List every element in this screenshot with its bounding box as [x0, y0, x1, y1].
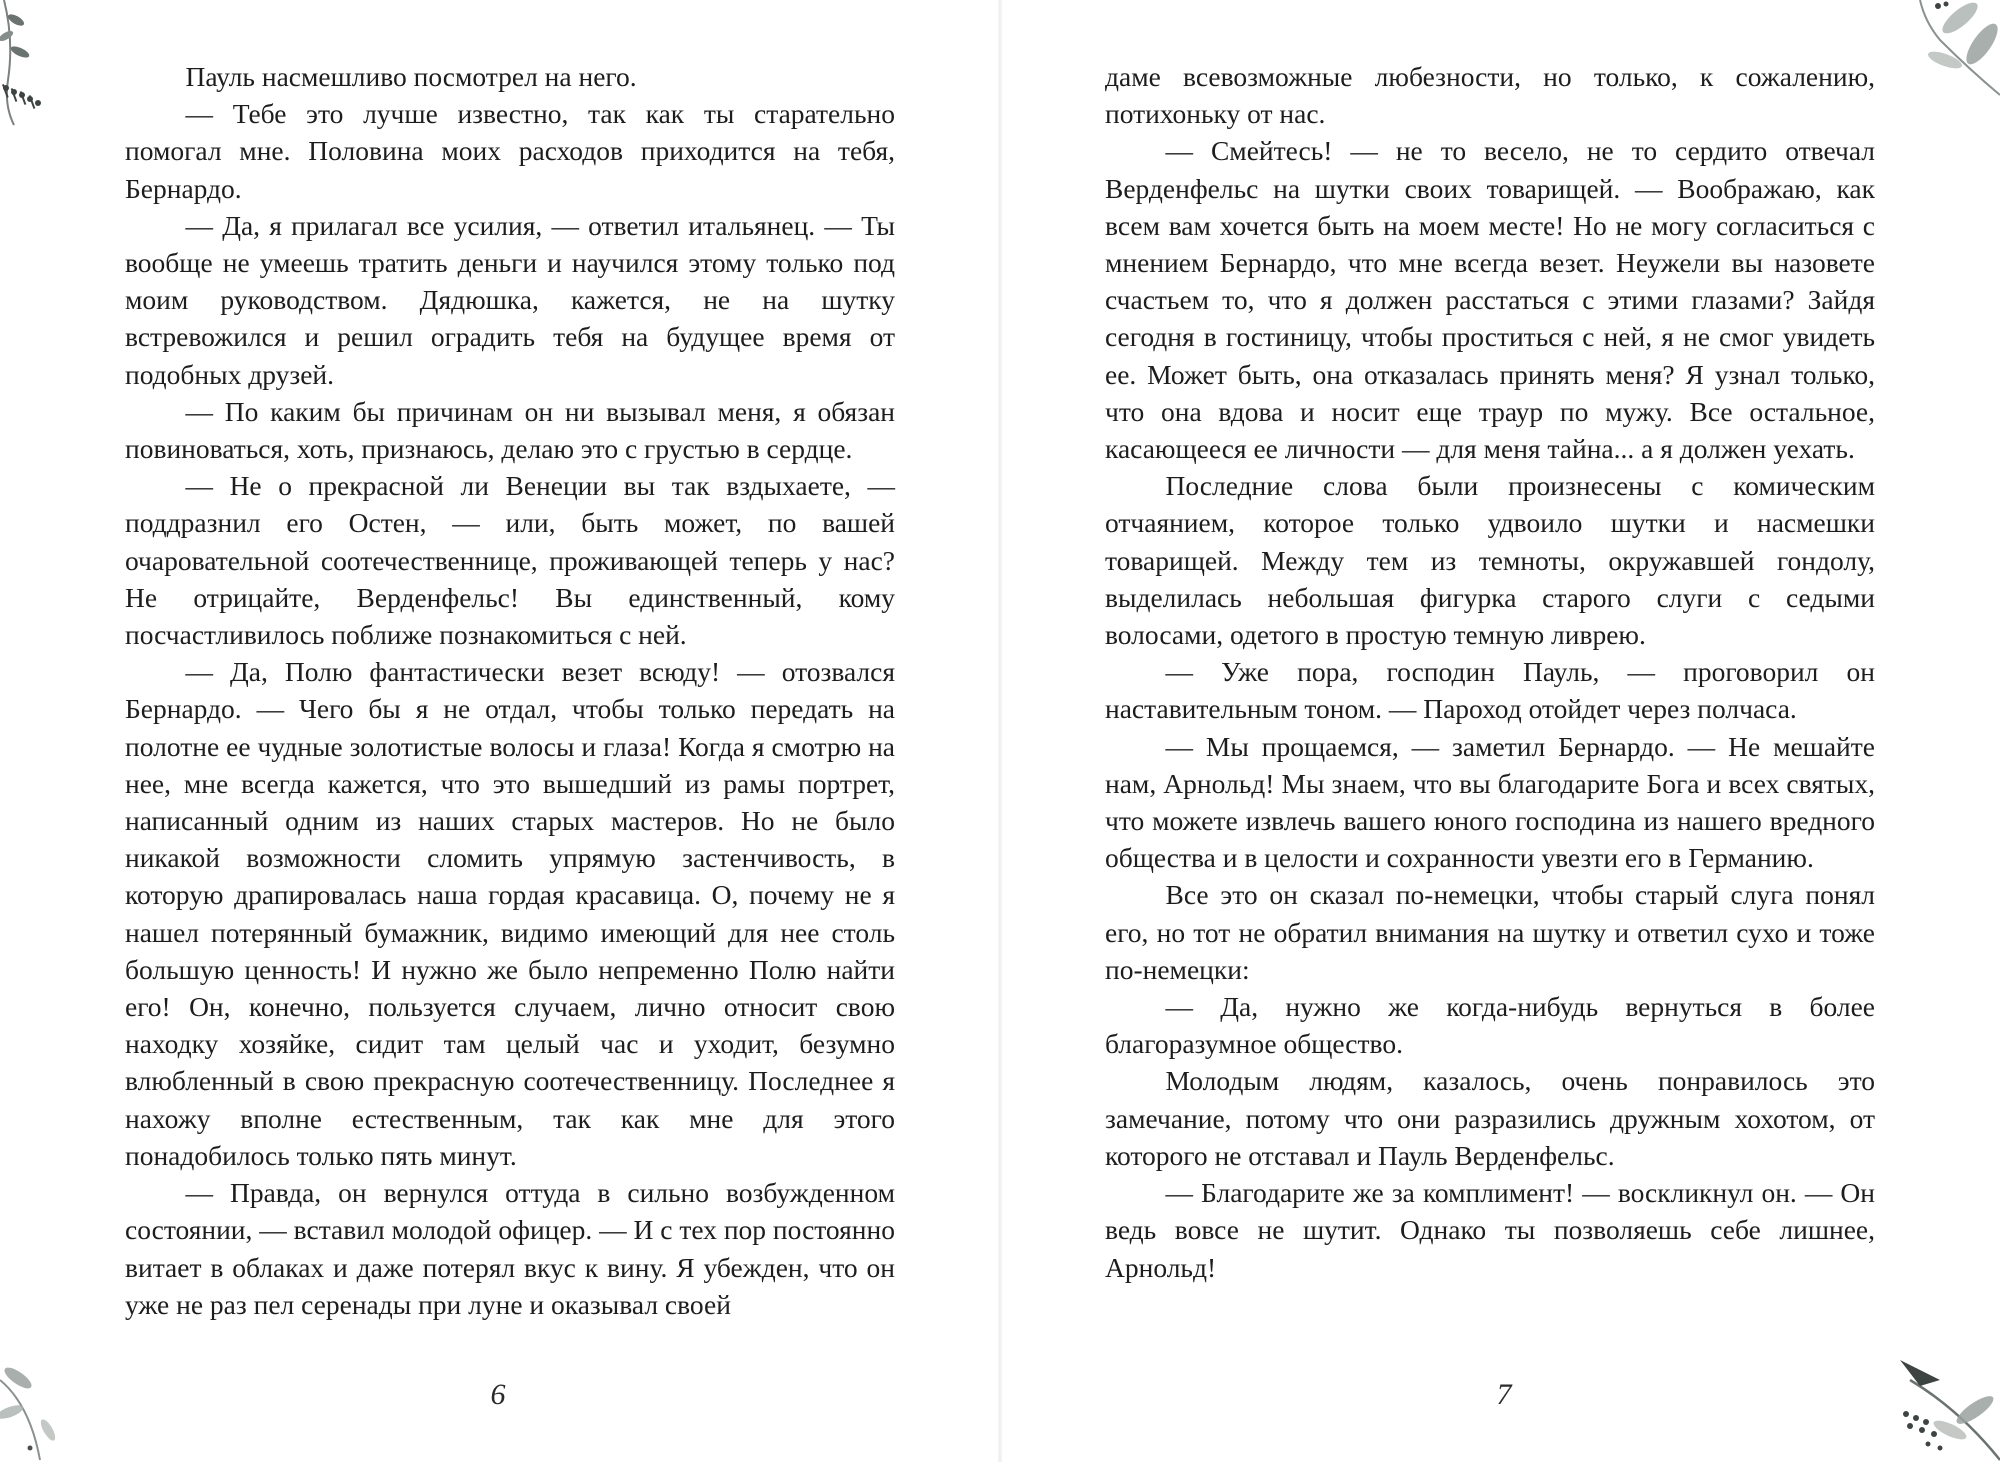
right-paragraph: Все это он сказал по-немецки, чтобы старый слуга понял его, но тот не обратил внимания на шутку и ответил сухо и тоже по-немецки:	[1105, 879, 1875, 985]
left-paragraph: — Да, я прилагал все усилия, — ответил итальянец. — Ты вообще не умеешь тратить деньги и научился этому только под моим руководством. Дядюшка, кажется, не на шутку встревожился и решил оградить тебя на будущее время от подобных друзей.	[125, 209, 895, 390]
left-paragraph: — Тебе это лучше известно, так как ты старательно помогал мне. Половина моих расходов приходится на тебя, Бернардо.	[125, 98, 895, 204]
left-paragraph: — По каким бы причинам он ни вызывал меня, я обязан повиноваться, хоть, признаюсь, делаю это с грустью в сердце.	[125, 395, 895, 465]
left-page	[125, 58, 895, 1323]
left-paragraph: Пауль насмешливо посмотрел на него.	[185, 61, 637, 92]
right-paragraph: — Смейтесь! — не то весело, не то сердито отвечал Верденфельс на шутки своих товарищей. — Воображаю, как всем вам хочется быть на моем месте! Но не могу согласиться с мнением Бернардо, что мне всегда везет. Неужели вы назовете счастьем то, что я должен расстаться с этими глазами? Зайдя сегодня в гостиницу, чтобы проститься с ней, я не смог увидеть ее. Может быть, она отказалась принять меня? Я узнал только, что она вдова и носит еще траур по мужу. Все остальное, касающееся ее личности — для меня тайна... а я должен уехать.	[1105, 135, 1875, 465]
book-gutter	[998, 0, 1002, 1462]
left-paragraph: — Не о прекрасной ли Венеции вы так вздыхаете, — поддразнил его Остен, — или, быть может, по вашей очаровательной соотечественнице, проживающей теперь у нас? Не отрицайте, Верденфельс! Вы единственный, кому посчастливилось поближе познакомиться с ней.	[125, 470, 895, 651]
right-page	[1105, 58, 1875, 1286]
botanical-ornament-bottom-left-icon	[0, 1360, 70, 1462]
right-paragraph: — Да, нужно же когда-нибудь вернуться в более благоразумное общество.	[1105, 991, 1875, 1060]
botanical-ornament-top-right-icon	[1900, 0, 2000, 110]
page-number-left: 6	[490, 1378, 506, 1411]
right-paragraph: Последние слова были произнесены с комическим отчаянием, которое только удвоило шутки и насмешки товарищей. Между тем из темноты, окружавшей гондолу, выделилась небольшая фигурка старого слуги с седыми волосами, одетого в простую темную ливрею.	[1105, 470, 1875, 651]
botanical-ornament-bottom-right-icon	[1880, 1340, 2000, 1462]
left-paragraph: — Правда, он вернулся оттуда в сильно возбужденном состоянии, — вставил молодой офицер. — И с тех пор постоянно витает в облаках и даже потерял вкус к вину. Я убежден, что он уже не раз пел серенады при луне и оказывал своей	[125, 1177, 895, 1320]
left-paragraph: — Да, Полю фантастически везет всюду! — отозвался Бернардо. — Чего бы я не отдал, чтобы только передать на полотне ее чудные золотистые волосы и глаза! Когда я смотрю на нее, мне всегда кажется, что это вышедший из рамы портрет, написанный одним из наших старых мастеров. Но не было никакой возможности сломить упрямую застенчивость, в которую драпировалась наша гордая красавица. О, почему не я нашел потерянный бумажник, видимо имеющий для нее столь большую ценность! И нужно же было непременно Полю найти его! Он, конечно, пользуется случаем, лично относит свою находку хозяйке, сидит там целый час и уходит, безумно влюбленный в свою прекрасную соотечественницу. Последнее я нахожу вполне естественным, так как мне для этого понадобилось только пять минут.	[125, 656, 895, 1171]
right-paragraph: — Мы прощаемся, — заметил Бернардо. — Не мешайте нам, Арнольд! Мы знаем, что вы благодарите Бога и всех святых, что можете извлечь вашего юного господина из нашего вредного общества и в целости и сохранности увезти его в Германию.	[1105, 730, 1875, 874]
right-paragraph: — Уже пора, господин Пауль, — проговорил он наставительным тоном. — Пароход отойдет через полчаса.	[1105, 656, 1875, 725]
botanical-ornament-top-left-icon	[0, 0, 60, 130]
right-paragraph: Молодым людям, казалось, очень понравилось это замечание, потому что они разразились дружным хохотом, от которого не отставал и Пауль Верденфельс.	[1105, 1065, 1875, 1171]
right-paragraph: — Благодарите же за комплимент! — воскликнул он. — Он ведь вовсе не шутит. Однако ты позволяешь себе лишнее, Арнольд!	[1105, 1177, 1875, 1283]
right-paragraph: даме всевозможные любезности, но только, к сожалению, потихоньку от нас.	[1105, 61, 1875, 130]
page-number-right: 7	[1496, 1378, 1512, 1411]
